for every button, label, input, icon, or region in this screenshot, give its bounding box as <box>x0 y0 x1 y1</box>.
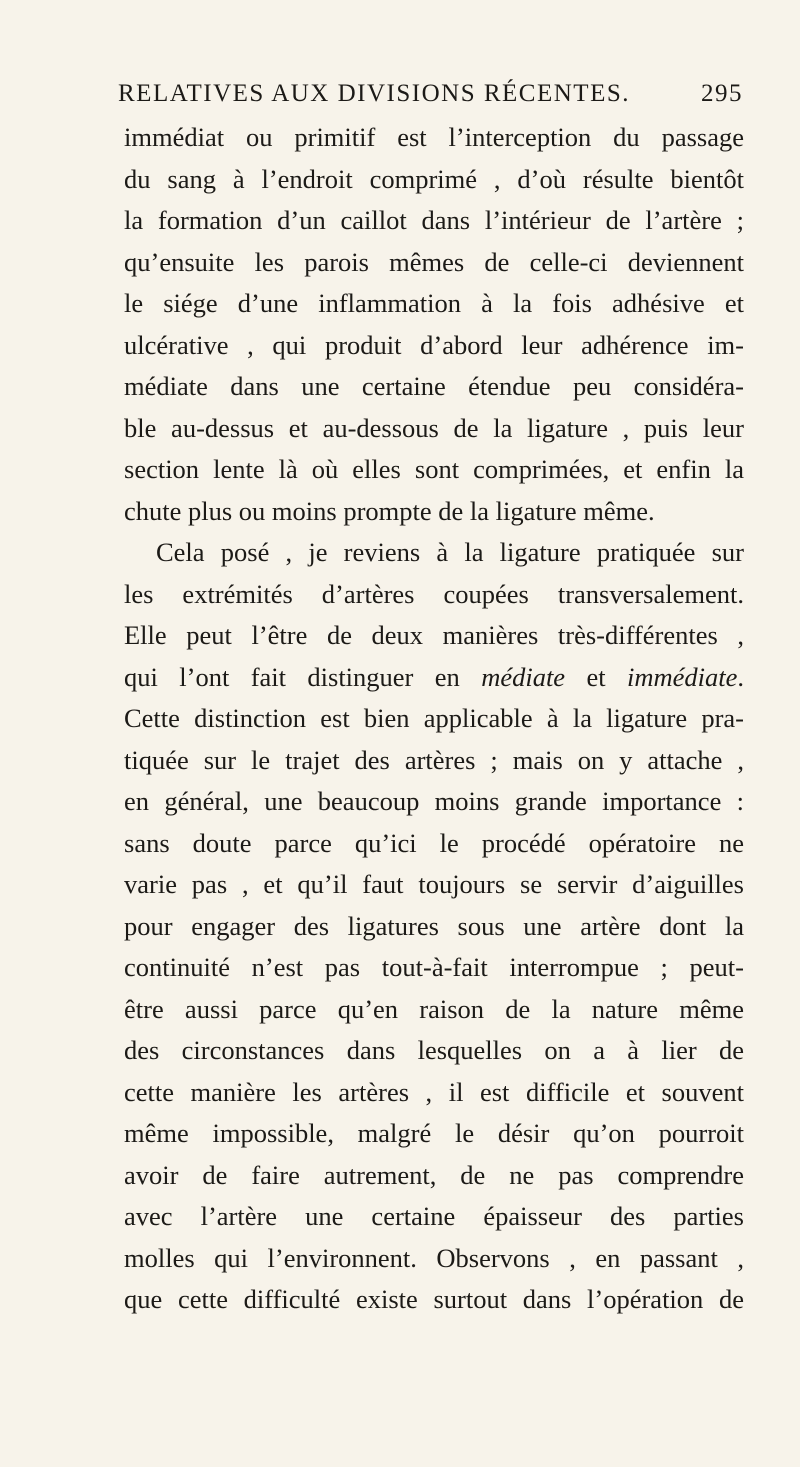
text-line: être aussi parce qu’en raison de la nature même <box>124 993 744 1024</box>
text-line: du sang à l’endroit comprimé , d’où résulte bientôt <box>124 163 744 194</box>
text-line: en général, une beaucoup moins grande importance : <box>124 786 744 816</box>
text-line: Elle peut l’être de deux manières très-différentes , <box>124 620 744 650</box>
text-line: molles qui l’environnent. Observons , en passant , <box>124 1242 744 1273</box>
text-line: médiate dans une certaine étendue peu considéra- <box>124 371 744 401</box>
text-segment: et <box>586 661 606 692</box>
running-title: RELATIVES AUX DIVISIONS RÉCENTES. <box>118 80 630 107</box>
text-line: même impossible, malgré le désir qu’on pourroit <box>124 1118 744 1148</box>
text-line: les extrémités d’artères coupées transversalement. <box>124 578 744 609</box>
page-number: 295 <box>701 80 743 107</box>
text-line: pour engager des ligatures sous une artère dont la <box>124 910 744 941</box>
running-head <box>118 80 743 120</box>
text-line: continuité n’est pas tout-à-fait interrompue ; peut- <box>124 952 744 982</box>
text-line: immédiat ou primitif est l’interception du passage <box>124 122 744 152</box>
text-line: le siége d’une inflammation à la fois adhésive et <box>124 288 744 318</box>
text-line: avoir de faire autrement, de ne pas comprendre <box>124 1159 744 1190</box>
text-line: avec l’artère une certaine épaisseur des parties <box>124 1201 744 1231</box>
text-line-with-italics <box>124 657 744 699</box>
italic-term-mediate: médiate <box>481 661 566 692</box>
text-line: Cette distinction est bien applicable à la ligature pra- <box>124 703 744 733</box>
text-line: des circonstances dans lesquelles on a à lier de <box>124 1035 744 1065</box>
text-line: que cette difficulté existe surtout dans l’opération de <box>124 1284 744 1314</box>
text-line: chute plus ou moins prompte de la ligature même. <box>124 495 655 526</box>
text-segment: qui l’ont fait distinguer en <box>124 661 460 692</box>
text-line: sans doute parce qu’ici le procédé opératoire ne <box>124 827 744 858</box>
text-line: la formation d’un caillot dans l’intérieur de l’artère ; <box>124 205 744 235</box>
text-line: section lente là où elles sont comprimées, et enfin la <box>124 454 744 484</box>
text-line: qu’ensuite les parois mêmes de celle-ci deviennent <box>124 246 744 277</box>
text-line: ulcérative , qui produit d’abord leur adhérence im- <box>124 329 744 360</box>
text-line: ble au-dessus et au-dessous de la ligature , puis leur <box>124 412 744 443</box>
text-segment: . <box>737 661 744 692</box>
italic-term-immediate: immédiate <box>626 661 738 692</box>
text-line: Cela posé , je reviens à la ligature pratiquée sur <box>156 537 744 567</box>
text-line: cette manière les artères , il est difficile et souvent <box>124 1076 744 1107</box>
body-text <box>124 117 744 1321</box>
text-line: varie pas , et qu’il faut toujours se servir d’aiguilles <box>124 869 744 899</box>
text-line: tiquée sur le trajet des artères ; mais on y attache , <box>124 744 744 775</box>
